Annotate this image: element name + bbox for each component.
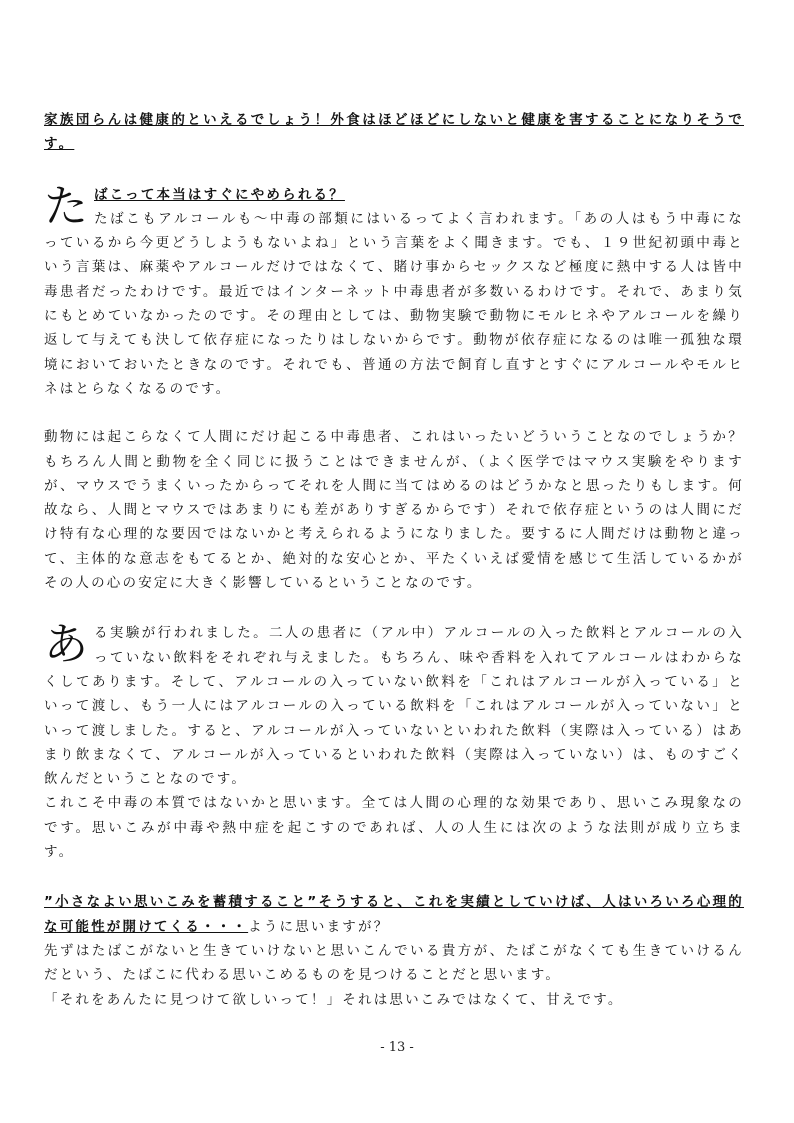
section-tobacco: [44, 180, 744, 402]
paragraph-essence: これこそ中毒の本質ではないかと思います。全ては人間の心理的な効果であり、思いこみ現象なのです。思いこみが中毒や熱中症を起こすのであれば、人の人生には次のような法則が成り立ちます。: [44, 795, 744, 861]
paragraph-experiment: る実験が行われました。二人の患者に（アル中）アルコールの入った飲料とアルコールの入っていない飲料をそれぞれ与えました。もちろん、味や香料を入れてアルコールはわからなくしてあります。そして、アルコールの入っていない飲料を「これはアルコールが入っている」といって渡し、もう一人にはアルコールの入っている飲料を「これはアルコールが入っていない」といって渡しました。すると、アルコールが入っていないといわれた飲料（実際は入っている）はあまり飲まなくて、アルコールが入っているといわれた飲料（実際は入っていない）は、ものすごく飲んだということなのです。: [44, 625, 744, 788]
dropcap-ta: た: [44, 180, 88, 232]
paragraph-human-addiction: 動物には起こらなくて人間にだけ起こる中毒患者、これはいったいどういうことなのでしょうか？もちろん人間と動物を全く同じに扱うことはできませんが、（よく医学ではマウス実験をやりますが、マウスでうまくいったからってそれを人間に当てはめるのはどうかなと思ったりもします。何故なら、人間とマウスではあまりにも差がありすぎるからです）それで依存症というのは人間にだけ特有な心理的な要因ではないかと考えられるようになりました。要するに人間だけは動物と違って、主体的な意志をもてるとか、絶対的な安心とか、平たくいえば愛情を感じて生活しているかがその人の心の安定に大きく影響しているということなのです。: [44, 429, 744, 592]
paragraph-closing: 「それをあんたに見つけて欲しいって！」それは思いこみではなくて、甘えです。: [44, 991, 624, 1008]
section-experiment: [44, 621, 744, 791]
emphasis-tail: ように思いますが？: [248, 918, 390, 935]
intro-heading: 家族団らんは健康的といえるでしょう！外食はほどほどにしないと健康を害することになりそうです。: [44, 112, 744, 153]
paragraph-conclusion: [44, 890, 744, 939]
page-body: [44, 108, 744, 1012]
paragraph-addiction-intro: たばこもアルコールも〜中毒の部類にはいるってよく言われます。「あの人はもう中毒になっているから今更どうしようもないよね」という言葉をよく聞きます。でも、１９世紀初頭中毒という言葉は、麻薬やアルコールだけではなくて、賭け事からセックスなど極度に熱中する人は皆中毒患者だったわけです。最近ではインターネット中毒患者が多数いるわけです。それで、あまり気にもとめていなかったのです。その理由としては、動物実験で動物にモルヒネやアルコールを繰り返して与えても決して依存症になったりはしないからです。動物が依存症になるのは唯一孤独な環境においておいたときなのです。それでも、普通の方法で飼育し直すとすぐにアルコールやモルヒネはとらなくなるのです。: [44, 210, 744, 397]
emphasis-statement: ”小さなよい思いこみを蓄積すること”そうすると、これを実績としていけば、人はいろいろ心理的な可能性が開けてくる・・・: [44, 894, 744, 935]
paragraph-advice: 先ずはたばこがないと生きていけないと思いこんでいる貴方が、たばこがなくても生きていけるんだという、たばこに代わる思いこめるものを見つけることだと思います。: [44, 942, 744, 984]
dropcap-a: あ: [44, 619, 88, 671]
page-number: - 13 -: [380, 1040, 414, 1055]
section-heading-tobacco: ばこって本当はすぐにやめられる？: [94, 186, 345, 203]
